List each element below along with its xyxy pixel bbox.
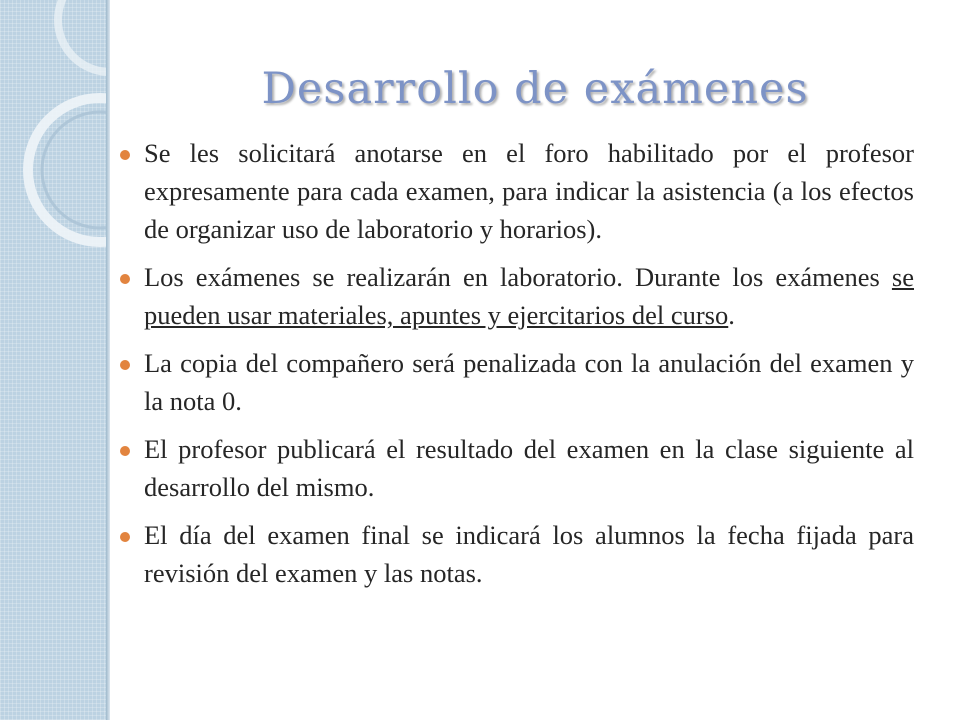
bullet-text <box>144 262 914 330</box>
bullet-text-underlined: se pueden usar materiales, apuntes y ejercitarios del curso <box>144 262 914 330</box>
bullet-dot-icon <box>120 446 130 456</box>
bullet-dot-icon <box>120 274 130 284</box>
bullet-dot-icon <box>120 532 130 542</box>
bullet-text: El día del examen final se indicará los alumnos la fecha fijada para revisión del examen y las notas. <box>144 520 914 588</box>
bullet-item-final-exam <box>118 516 914 592</box>
bullet-item-results <box>118 430 914 506</box>
bullet-text: Se les solicitará anotarse en el foro habilitado por el profesor expresamente para cada examen, para indicar la asistencia (a los efectos de organizar uso de laboratorio y horarios). <box>144 138 914 244</box>
bullet-text-pre: Los exámenes se realizarán en laboratorio. Durante los exámenes <box>144 262 892 292</box>
sidebar-circles-ornament <box>0 0 106 720</box>
bullet-dot-icon <box>120 360 130 370</box>
bullet-text: El profesor publicará el resultado del examen en la clase siguiente al desarrollo del mismo. <box>144 434 914 502</box>
decorative-sidebar <box>0 0 106 720</box>
bullet-text: La copia del compañero será penalizada con la anulación del examen y la nota 0. <box>144 348 914 416</box>
slide-body <box>118 134 914 602</box>
slide-title: Desarrollo de exámenes <box>261 64 809 114</box>
bullet-item-laboratory <box>118 258 914 334</box>
bullet-dot-icon <box>120 150 130 160</box>
bullet-item-copy-penalty <box>118 344 914 420</box>
bullet-text-post: . <box>728 300 735 330</box>
bullet-item-registration <box>118 134 914 248</box>
bullet-list <box>118 134 914 592</box>
